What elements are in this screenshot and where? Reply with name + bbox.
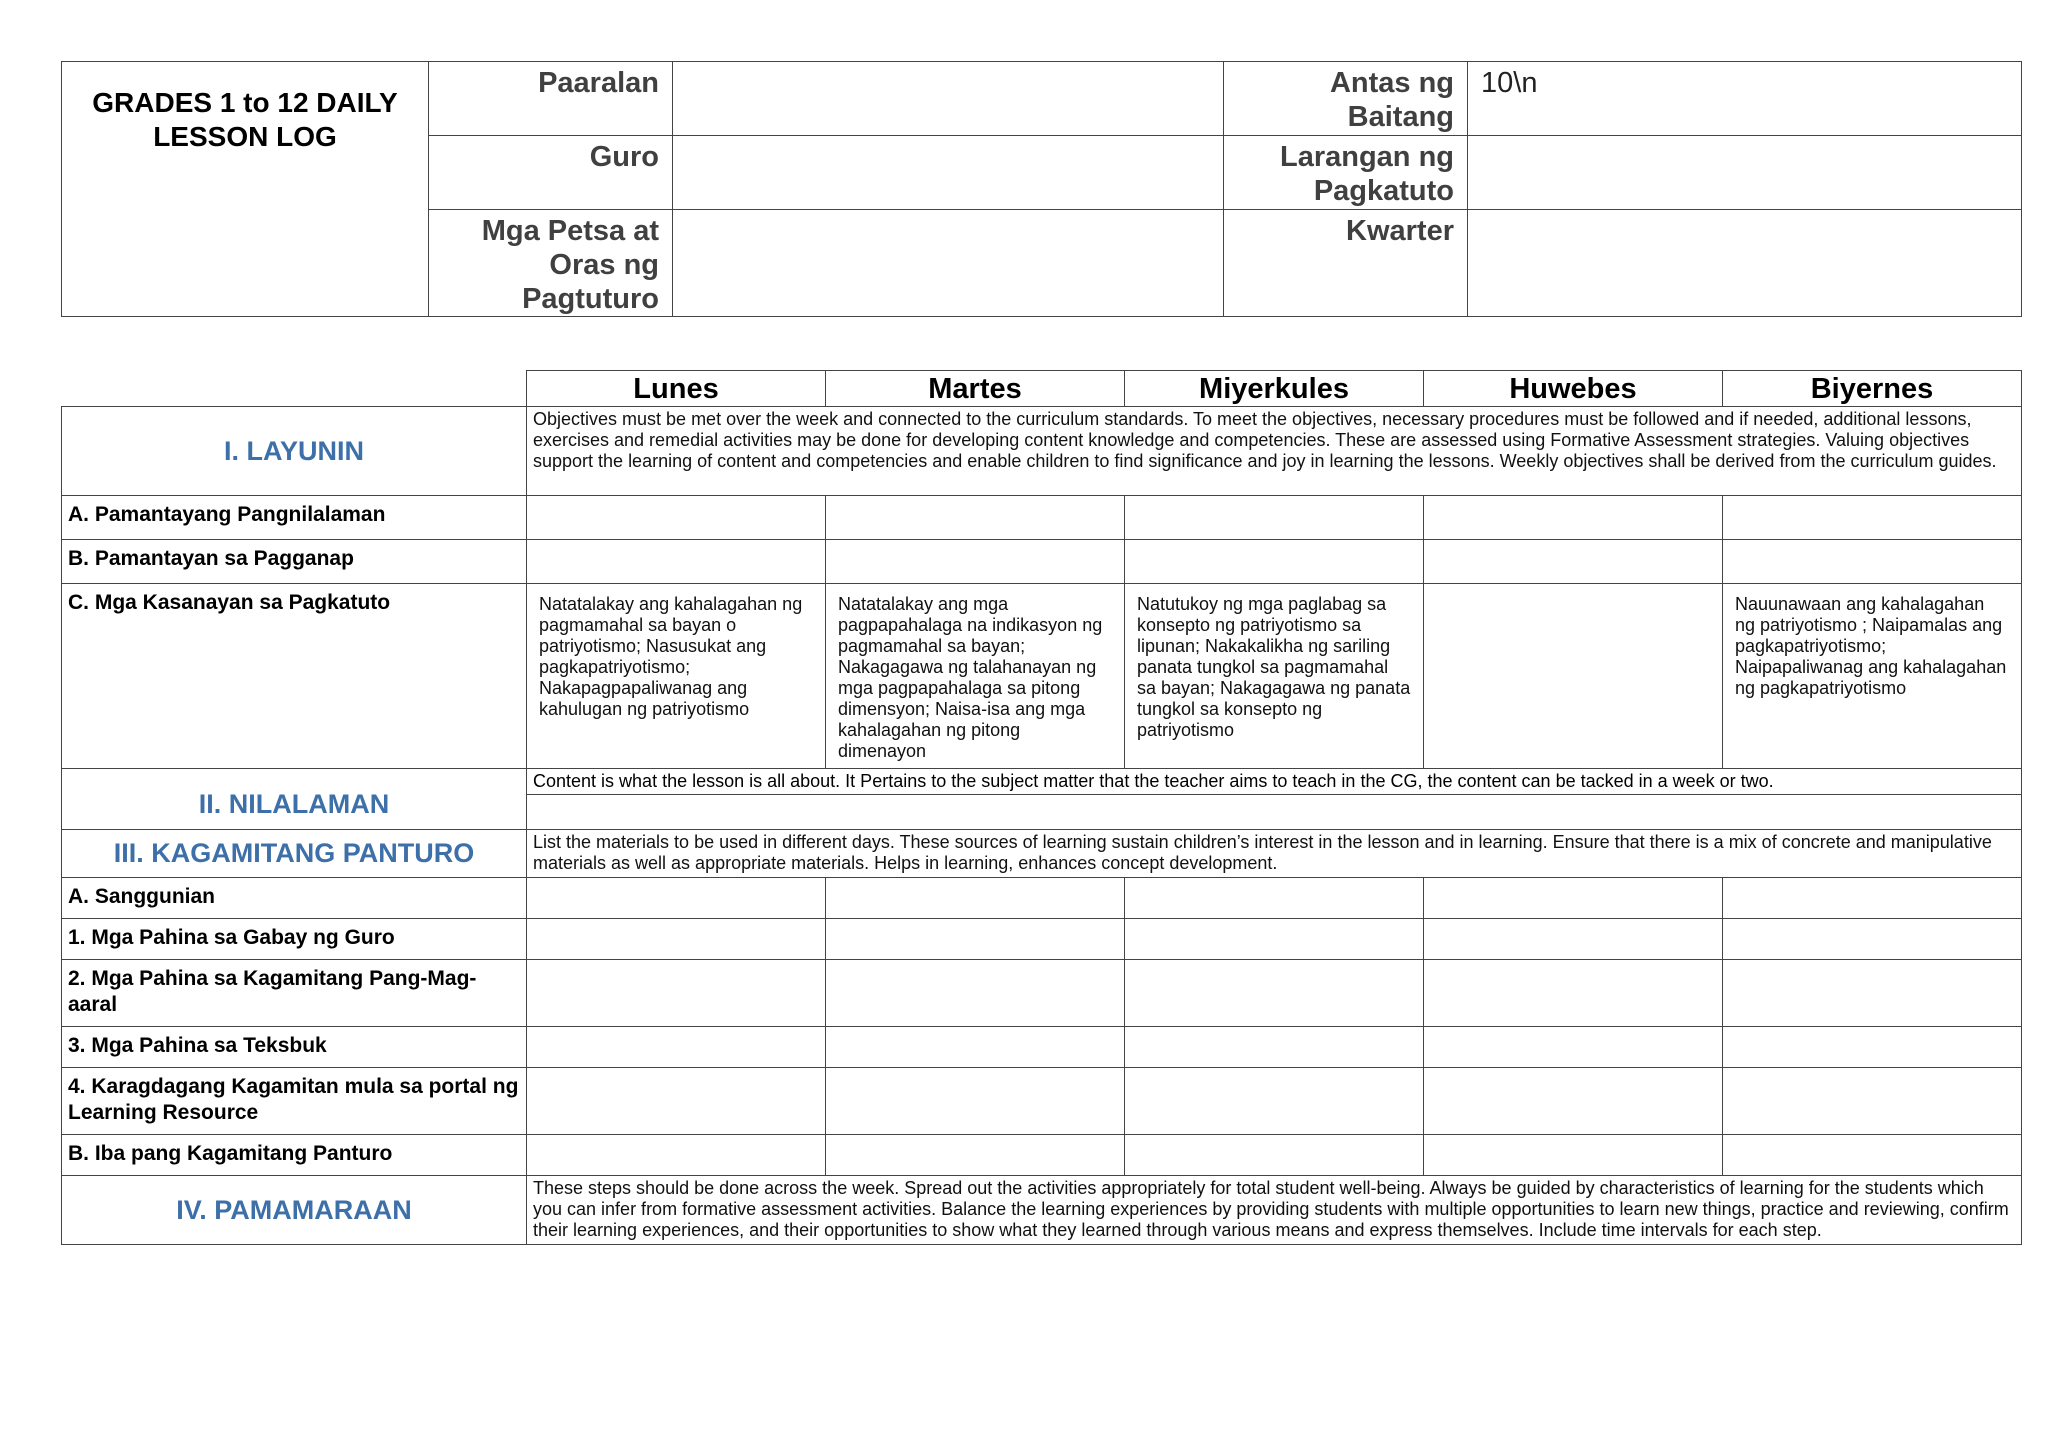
competency-wednesday[interactable]: Natutukoy ng mga paglabag sa konsepto ng patriyotismo sa lipunan; Nakakalikha ng sariling panata tungkol sa pagmamahal sa bayan; Nakagagawa ng panata tungkol sa konsepto ng patriyotismo [1125, 584, 1424, 769]
cell-wednesday[interactable] [1125, 540, 1424, 584]
cell-wednesday[interactable] [1125, 496, 1424, 540]
nilalaman-note: Content is what the lesson is all about. It Pertains to the subject matter that the teacher aims to teach in the CG, the content can be tacked in a week or two. [527, 769, 2021, 795]
competency-thursday[interactable] [1424, 584, 1723, 769]
row-label-kasanayan-sa-pagkatuto: C. Mga Kasanayan sa Pagkatuto [62, 584, 527, 769]
cell-friday[interactable] [1723, 878, 2022, 919]
cell-wednesday[interactable] [1125, 919, 1424, 960]
row-label-gabay-ng-guro: 1. Mga Pahina sa Gabay ng Guro [62, 919, 527, 960]
cell-tuesday[interactable] [826, 878, 1125, 919]
day-header-thursday: Huwebes [1424, 371, 1723, 407]
cell-monday[interactable] [527, 1027, 826, 1068]
cell-wednesday[interactable] [1125, 1068, 1424, 1135]
pamamaraan-row [62, 1176, 2022, 1245]
cell-friday[interactable] [1723, 960, 2022, 1027]
cell-friday[interactable] [1723, 1068, 2022, 1135]
competency-tuesday[interactable]: Natatalakay ang mga pagpapahalaga na indikasyon ng pagmamahal sa bayan; Nakagagawa ng talahanayan ng mga pagpapahalaga sa pitong dimensyon; Naisa-isa ang mga kahalagahan ng pitong dimenayon [826, 584, 1125, 769]
cell-thursday[interactable] [1424, 878, 1723, 919]
nilalaman-cell [527, 769, 2022, 830]
cell-monday[interactable] [527, 1068, 826, 1135]
cell-monday[interactable] [527, 919, 826, 960]
quarter-label: Kwarter [1224, 210, 1468, 317]
row-label-pamantayang-pangnilalaman: A. Pamantayang Pangnilalaman [62, 496, 527, 540]
cell-tuesday[interactable] [826, 919, 1125, 960]
cell-tuesday[interactable] [826, 496, 1125, 540]
grade-field[interactable]: 10\n [1468, 62, 2022, 136]
table-row [62, 584, 2022, 769]
cell-thursday[interactable] [1424, 1027, 1723, 1068]
row-label-kagamitang-pang-mag-aaral: 2. Mga Pahina sa Kagamitang Pang-Mag-aaral [62, 960, 527, 1027]
cell-friday[interactable] [1723, 1027, 2022, 1068]
days-header-row [62, 371, 2022, 407]
cell-wednesday[interactable] [1125, 1027, 1424, 1068]
row-label-pamantayan-sa-pagganap: B. Pamantayan sa Pagganap [62, 540, 527, 584]
table-row [62, 496, 2022, 540]
cell-friday[interactable] [1723, 496, 2022, 540]
table-row [62, 1135, 2022, 1176]
day-header-tuesday: Martes [826, 371, 1125, 407]
cell-monday[interactable] [527, 496, 826, 540]
cell-thursday[interactable] [1424, 960, 1723, 1027]
row-label-teksbuk: 3. Mga Pahina sa Teksbuk [62, 1027, 527, 1068]
subject-label: Larangan ng Pagkatuto [1224, 136, 1468, 210]
section-title-layunin: I. LAYUNIN [62, 407, 527, 496]
competency-friday[interactable]: Nauunawaan ang kahalagahan ng patriyotismo ; Naipamalas ang pagkapatriyotismo; Naipapaliwanag ang kahalagahan ng pagkapatriyotismo [1723, 584, 2022, 769]
cell-tuesday[interactable] [826, 1135, 1125, 1176]
layunin-note: Objectives must be met over the week and connected to the curriculum standards. To meet the objectives, necessary procedures must be followed and if needed, additional lessons, exercises and remedial activities may be done for developing content knowledge and competencies. These are assessed using Formative Assessment strategies. Valuing objectives support the learning of content and competencies and enable children to find significance and joy in learning the lessons. Weekly objectives shall be derived from the curriculum guides. [527, 407, 2022, 496]
day-header-monday: Lunes [527, 371, 826, 407]
cell-monday[interactable] [527, 1135, 826, 1176]
kagamitan-note: List the materials to be used in different days. These sources of learning sustain children’s interest in the lesson and in learning. Ensure that there is a mix of concrete and manipulative materials as well as appropriate materials. Helps in learning, enhances concept development. [527, 830, 2022, 878]
cell-wednesday[interactable] [1125, 878, 1424, 919]
table-row [62, 540, 2022, 584]
cell-monday[interactable] [527, 878, 826, 919]
school-label: Paaralan [429, 62, 673, 136]
cell-wednesday[interactable] [1125, 960, 1424, 1027]
teacher-field[interactable] [673, 136, 1224, 210]
table-row [62, 1068, 2022, 1135]
nilalaman-row [62, 769, 2022, 830]
table-row [62, 878, 2022, 919]
lesson-log-header-table [61, 61, 2022, 317]
cell-friday[interactable] [1723, 1135, 2022, 1176]
cell-thursday[interactable] [1424, 496, 1723, 540]
section-title-nilalaman: II. NILALAMAN [62, 769, 527, 830]
cell-thursday[interactable] [1424, 919, 1723, 960]
cell-thursday[interactable] [1424, 1068, 1723, 1135]
competency-monday[interactable]: Natatalakay ang kahalagahan ng pagmamahal sa bayan o patriyotismo; Nasusukat ang pagkapatriyotismo; Nakapagpapaliwanag ang kahulugan ng patriyotismo [527, 584, 826, 769]
day-header-wednesday: Miyerkules [1125, 371, 1424, 407]
cell-thursday[interactable] [1424, 540, 1723, 584]
cell-tuesday[interactable] [826, 960, 1125, 1027]
dates-field[interactable] [673, 210, 1224, 317]
row-label-learning-resource-portal: 4. Karagdagang Kagamitan mula sa portal ng Learning Resource [62, 1068, 527, 1135]
row-label-sanggunian: A. Sanggunian [62, 878, 527, 919]
dates-label: Mga Petsa at Oras ng Pagtuturo [429, 210, 673, 317]
cell-tuesday[interactable] [826, 1027, 1125, 1068]
pamamaraan-note: These steps should be done across the week. Spread out the activities appropriately for total student well-being. Always be guided by characteristics of learning for the students which you can infer from formative assessment activities. Balance the learning experiences by providing students with multiple opportunities to learn new things, practice and reviewing, confirm their learning experiences, and their opportunities to show what they learned through various means and express themselves. Include time intervals for each step. [527, 1176, 2022, 1245]
quarter-field[interactable] [1468, 210, 2022, 317]
cell-wednesday[interactable] [1125, 1135, 1424, 1176]
cell-monday[interactable] [527, 540, 826, 584]
document-title: GRADES 1 to 12 DAILY LESSON LOG [62, 62, 429, 317]
cell-thursday[interactable] [1424, 1135, 1723, 1176]
table-row [62, 919, 2022, 960]
cell-friday[interactable] [1723, 919, 2022, 960]
cell-tuesday[interactable] [826, 1068, 1125, 1135]
section-title-kagamitang-panturo: III. KAGAMITANG PANTURO [62, 830, 527, 878]
lesson-plan-table [61, 370, 2022, 1245]
layunin-row [62, 407, 2022, 496]
cell-monday[interactable] [527, 960, 826, 1027]
cell-friday[interactable] [1723, 540, 2022, 584]
day-header-friday: Biyernes [1723, 371, 2022, 407]
grade-label: Antas ng Baitang [1224, 62, 1468, 136]
teacher-label: Guro [429, 136, 673, 210]
table-row [62, 960, 2022, 1027]
school-field[interactable] [673, 62, 1224, 136]
subject-field[interactable] [1468, 136, 2022, 210]
row-label-iba-pang-kagamitan: B. Iba pang Kagamitang Panturo [62, 1135, 527, 1176]
corner-cell [62, 371, 527, 407]
table-row [62, 1027, 2022, 1068]
cell-tuesday[interactable] [826, 540, 1125, 584]
kagamitan-row [62, 830, 2022, 878]
section-title-pamamaraan: IV. PAMAMARAAN [62, 1176, 527, 1245]
